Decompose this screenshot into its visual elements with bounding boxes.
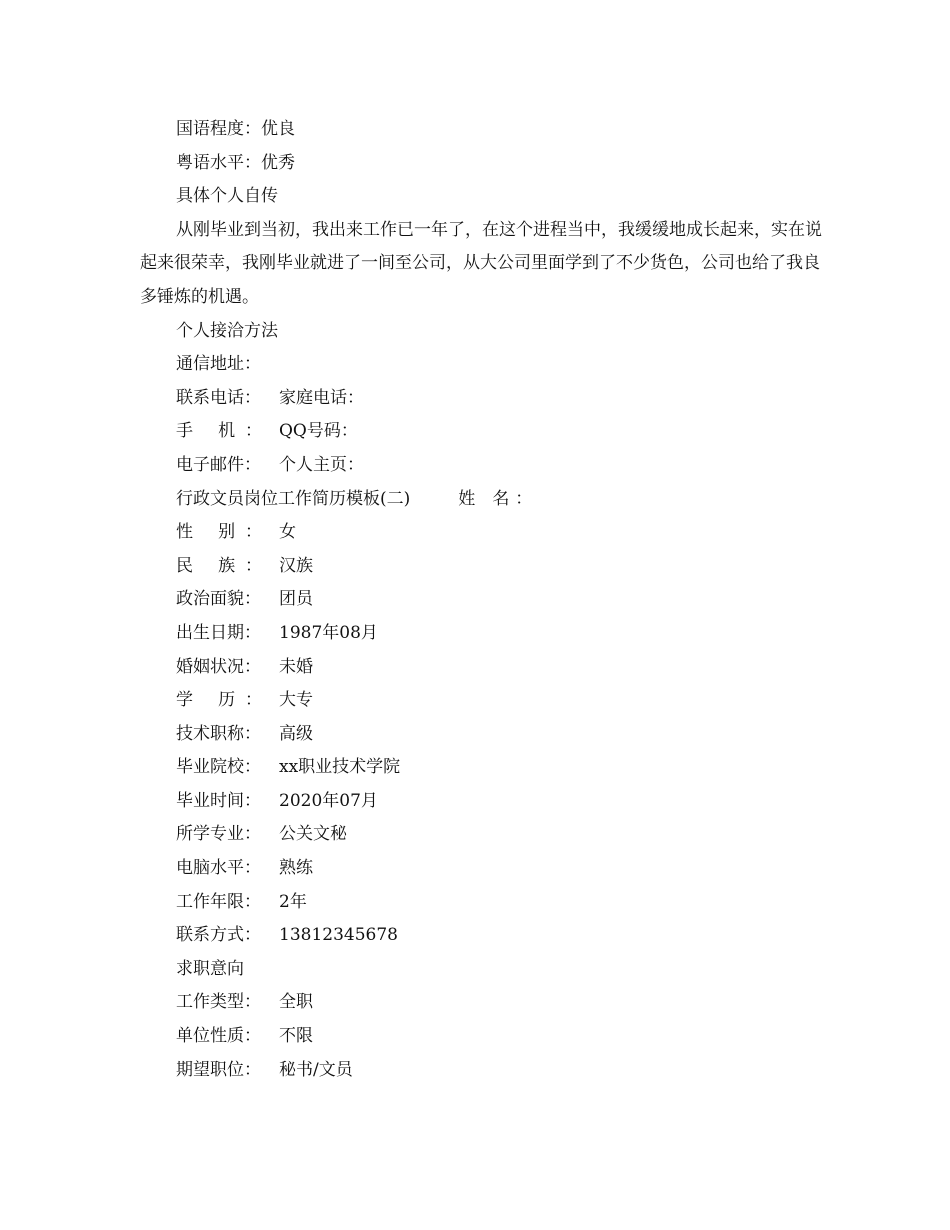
- field-row: [140, 751, 840, 785]
- mandarin-level: 国语程度：优良: [176, 119, 295, 139]
- field-label: 婚姻状况：: [176, 656, 261, 677]
- field-value: 团员: [279, 589, 313, 610]
- field-row: [140, 583, 840, 617]
- home-phone-label: 家庭电话：: [279, 387, 364, 408]
- field-value: xx职业技术学院: [279, 757, 401, 778]
- intent-label: 工作类型：: [176, 992, 261, 1013]
- field-value: 女: [279, 522, 296, 543]
- field-row: [140, 550, 840, 584]
- template-title-row: [140, 483, 840, 517]
- intent-value: 不限: [279, 1026, 313, 1047]
- email-label: 电子邮件：: [176, 454, 261, 475]
- field-row: [140, 516, 840, 550]
- field-value: 高级: [279, 723, 313, 744]
- mobile-label: 手 机：: [176, 421, 263, 442]
- field-label: 技术职称：: [176, 723, 261, 744]
- field-label: 工作年限：: [176, 891, 261, 912]
- field-label: 性 别：: [176, 522, 263, 543]
- field-value: 大专: [279, 690, 313, 711]
- intent-value: 秘书/文员: [279, 1059, 353, 1080]
- job-intent-fields: [140, 986, 840, 1087]
- field-label: 学 历：: [176, 690, 263, 711]
- field-value: 2年: [279, 891, 307, 912]
- name-label: 姓 名：: [458, 488, 533, 509]
- field-label: 民 族：: [176, 555, 263, 576]
- self-intro-paragraph: 从刚毕业到当初，我出来工作已一年了，在这个进程当中，我缓缓地成长起来，实在说起来很荣幸，我刚毕业就进了一间至公司，从大公司里面学到了不少货色，公司也给了我良多锤炼的机遇。: [140, 219, 822, 307]
- field-label: 所学专业：: [176, 824, 261, 845]
- field-row: [140, 651, 840, 685]
- field-row: [140, 886, 840, 920]
- personal-info-fields: [140, 516, 840, 953]
- field-row: [140, 718, 840, 752]
- phone-label: 联系电话：: [176, 387, 261, 408]
- field-value: 汉族: [279, 555, 313, 576]
- field-value: 熟练: [279, 858, 313, 879]
- template-title: 行政文员岗位工作简历模板(二): [176, 488, 411, 509]
- intent-label: 期望职位：: [176, 1059, 261, 1080]
- field-label: 毕业院校：: [176, 757, 261, 778]
- resume-content: [140, 113, 840, 1087]
- field-value: 13812345678: [279, 925, 398, 946]
- cantonese-level: 粤语水平：优秀: [176, 152, 295, 173]
- mobile-row: [140, 415, 840, 449]
- field-value: 2020年07月: [279, 790, 378, 811]
- intent-row: [140, 1054, 840, 1088]
- field-label: 出生日期：: [176, 622, 261, 643]
- phone-row: [140, 382, 840, 416]
- intent-heading: 求职意向: [176, 958, 244, 979]
- field-value: 公关文秘: [279, 824, 347, 845]
- field-value: 未婚: [279, 656, 313, 677]
- field-row: [140, 919, 840, 953]
- field-row: [140, 852, 840, 886]
- qq-label: QQ号码：: [279, 421, 358, 442]
- field-value: 1987年08月: [279, 622, 378, 643]
- intent-label: 单位性质：: [176, 1026, 261, 1047]
- field-row: [140, 785, 840, 819]
- field-row: [140, 818, 840, 852]
- homepage-label: 个人主页：: [279, 454, 364, 475]
- self-intro-heading: 具体个人自传: [176, 186, 278, 207]
- field-label: 联系方式：: [176, 925, 261, 946]
- field-label: 毕业时间：: [176, 790, 261, 811]
- email-row: [140, 449, 840, 483]
- field-label: 政治面貌：: [176, 589, 261, 610]
- field-row: [140, 617, 840, 651]
- contact-heading: 个人接洽方法: [176, 320, 278, 341]
- intent-row: [140, 986, 840, 1020]
- field-label: 电脑水平：: [176, 858, 261, 879]
- field-row: [140, 684, 840, 718]
- address-row: [140, 348, 840, 382]
- intent-value: 全职: [279, 992, 313, 1013]
- intent-row: [140, 1020, 840, 1054]
- address-label: 通信地址：: [176, 354, 261, 375]
